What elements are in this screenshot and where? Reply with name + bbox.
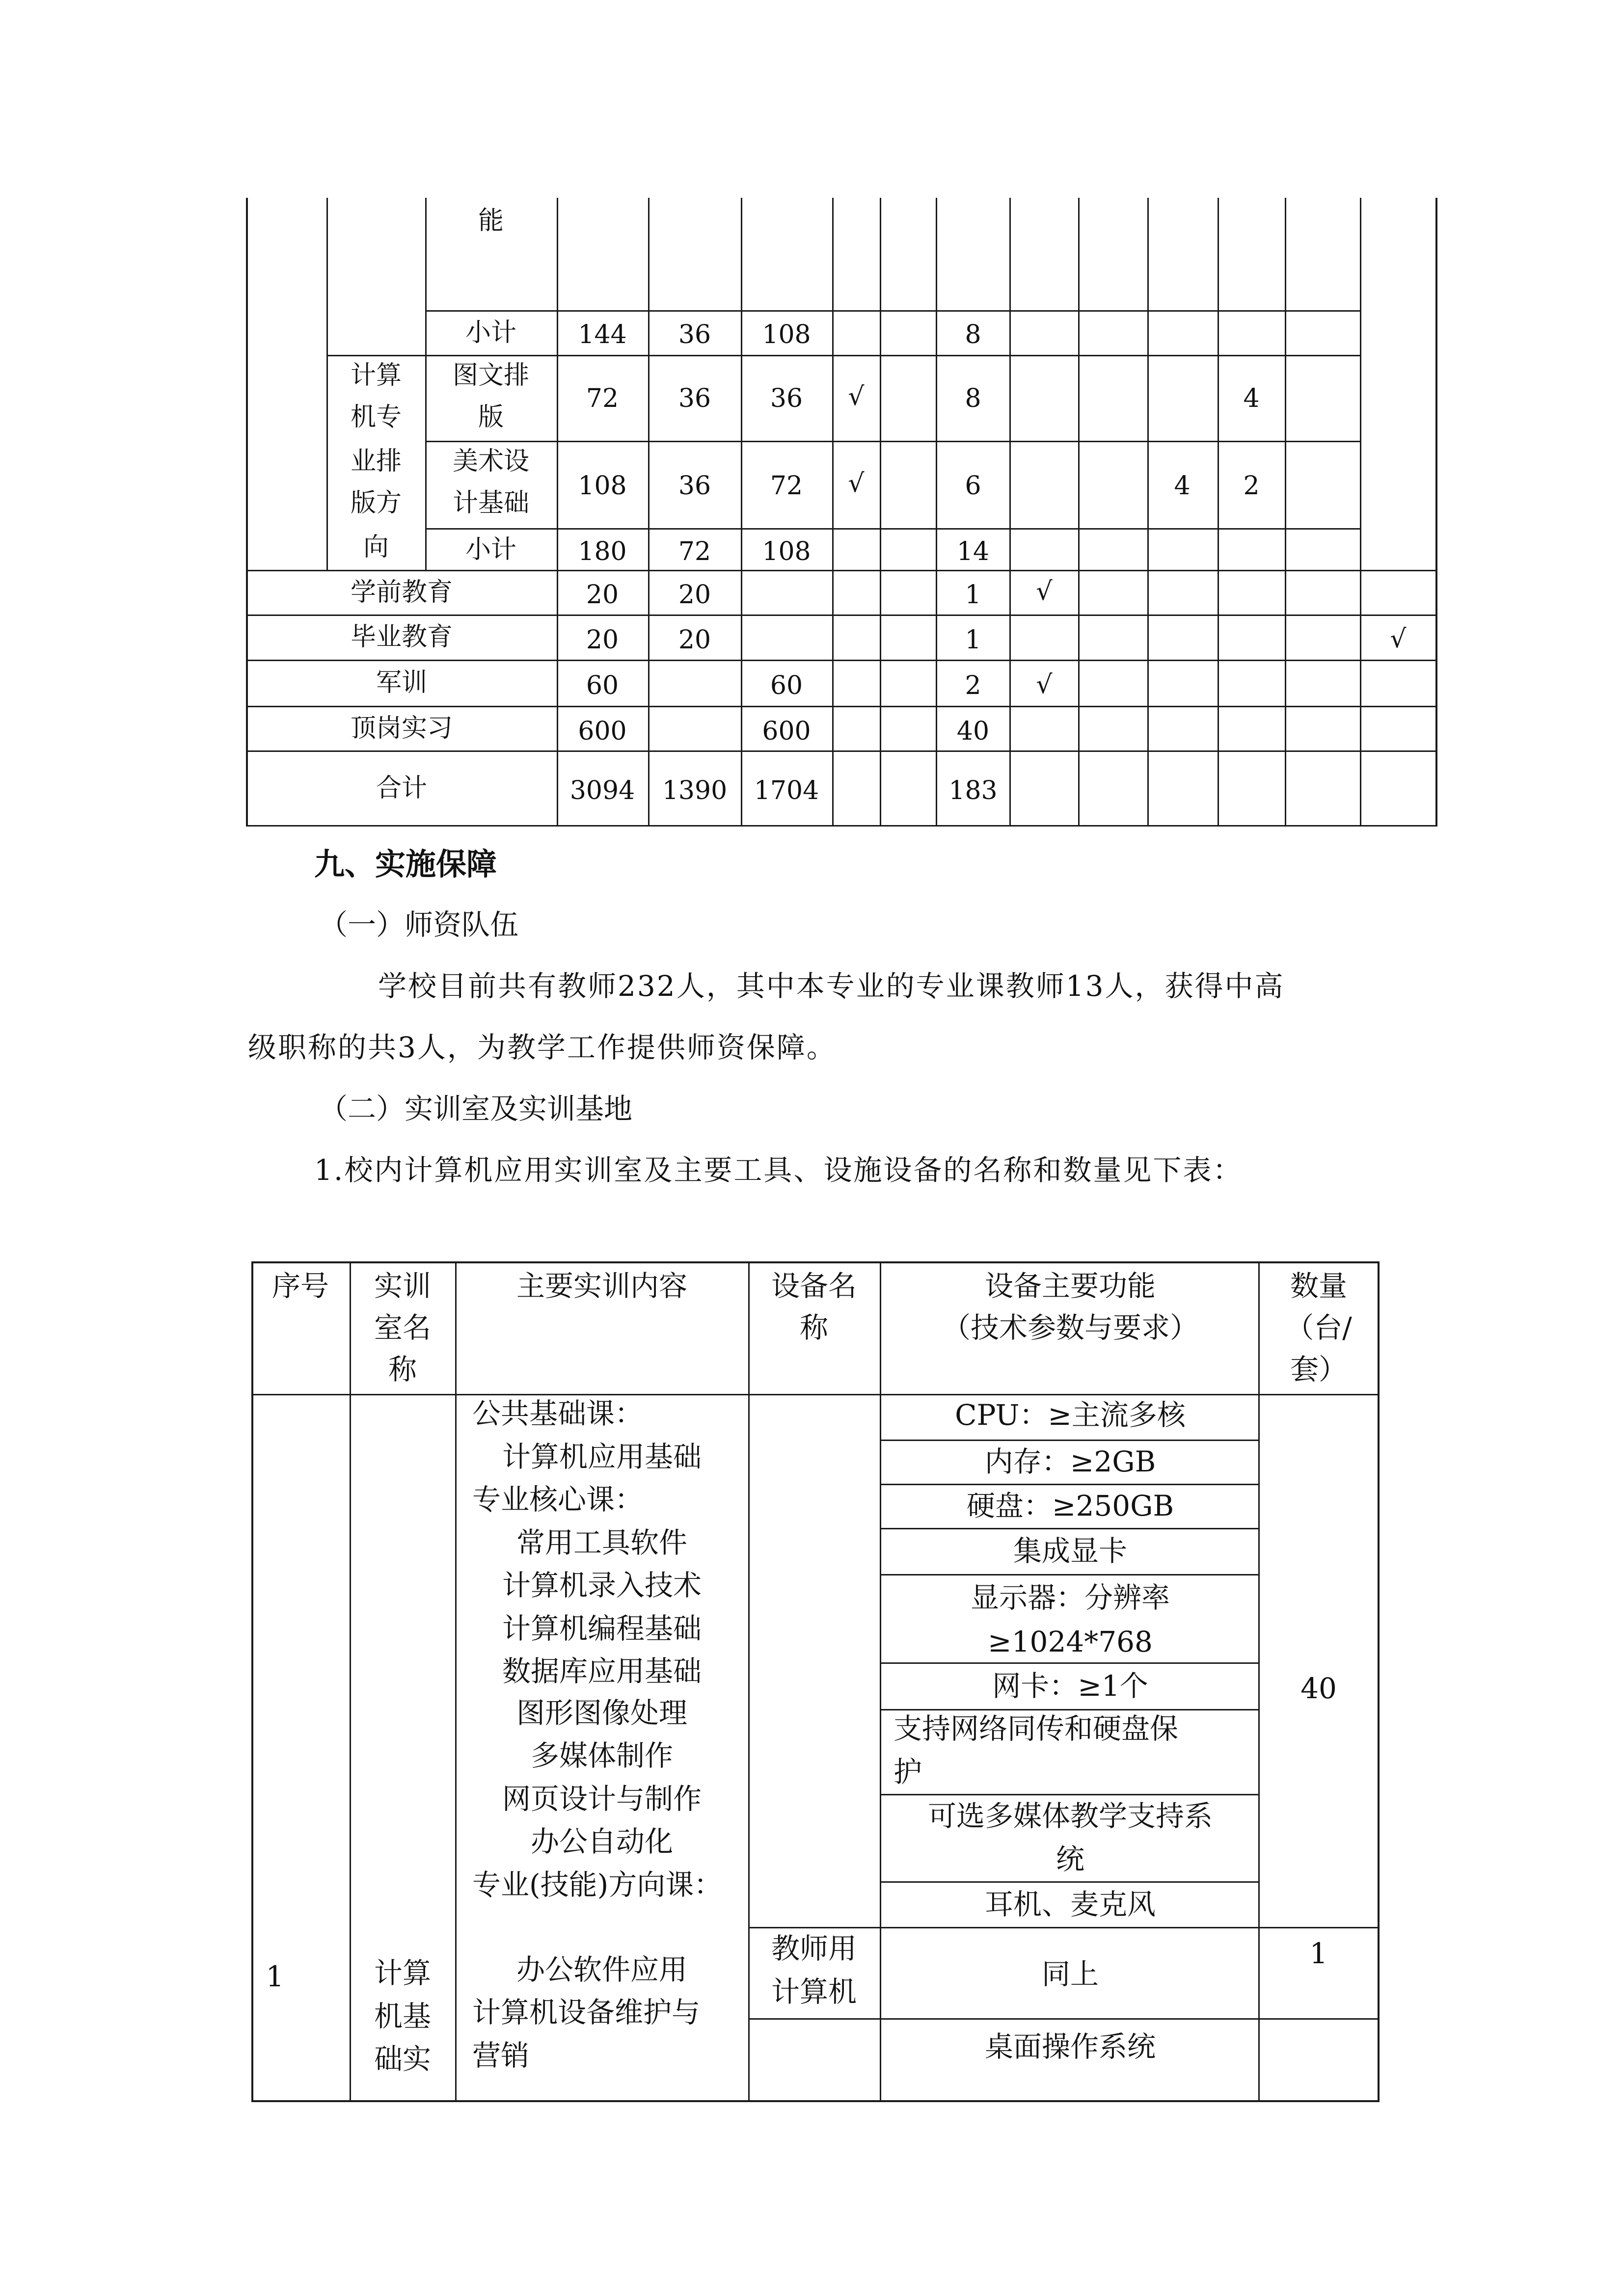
theory-hours: 20 <box>678 580 711 610</box>
content-line: 营销 <box>472 2039 530 2072</box>
credits: 1 <box>965 580 981 610</box>
teacher-qty: 1 <box>1309 1937 1328 1970</box>
theory-hours: 36 <box>678 471 711 501</box>
seq-value: 1 <box>266 1960 284 1993</box>
practice-hours: 72 <box>770 471 803 501</box>
header-room: 实训 <box>374 1269 432 1303</box>
spec-disk: 硬盘：≥250GB <box>966 1489 1174 1522</box>
content-line: 数据库应用基础 <box>502 1655 702 1688</box>
content-line: 计算机录入技术 <box>502 1569 702 1602</box>
course-name: 美术设 <box>452 447 530 476</box>
content-line: 图形图像处理 <box>516 1696 688 1730</box>
theory-hours: 36 <box>678 384 711 413</box>
total-hours: 3094 <box>569 776 635 805</box>
content-line: 网页设计与制作 <box>502 1782 702 1815</box>
subsection-heading: （二）实训室及实训基地 <box>319 1092 633 1125</box>
content-line: 专业核心课： <box>472 1483 644 1516</box>
practice-hours: 600 <box>762 717 811 746</box>
spec-network-sync: 支持网络同传和硬盘保 <box>893 1712 1179 1745</box>
credits: 8 <box>965 320 981 349</box>
paragraph: 学校目前共有教师232人，其中本专业的专业课教师13人，获得中高 <box>378 969 1285 1003</box>
course-name: 计基础 <box>452 488 530 518</box>
credits: 8 <box>965 384 981 413</box>
direction-label: 向 <box>363 533 389 562</box>
header-function: 设备主要功能 <box>984 1269 1156 1303</box>
theory-hours: 72 <box>678 537 711 566</box>
section-heading: 九、实施保障 <box>314 846 497 882</box>
credits: 2 <box>965 671 981 700</box>
item-name: 学前教育 <box>350 578 453 607</box>
header-qty: （台/ <box>1285 1311 1352 1344</box>
semester-hours: 2 <box>1243 471 1260 501</box>
item-name: 顶岗实习 <box>350 714 453 743</box>
credits: 6 <box>965 471 981 501</box>
spec-display: ≥1024*768 <box>988 1625 1153 1658</box>
item-name: 军训 <box>376 668 428 697</box>
spec-gpu: 集成显卡 <box>1013 1534 1128 1568</box>
theory-hours: 20 <box>678 625 711 655</box>
check-mark: √ <box>1036 577 1053 606</box>
check-mark: √ <box>1036 670 1053 699</box>
spec-display: 显示器：分辨率 <box>970 1581 1170 1614</box>
credits: 183 <box>948 776 998 805</box>
spec-multimedia: 可选多媒体教学支持系 <box>927 1799 1213 1833</box>
item-name: 毕业教育 <box>350 622 453 652</box>
teacher-function: 同上 <box>1041 1957 1099 1991</box>
practice-hours: 108 <box>762 320 811 349</box>
teacher-device: 计算机 <box>771 1975 857 2008</box>
total-hours: 20 <box>586 580 619 610</box>
qty-student: 40 <box>1300 1672 1337 1705</box>
content-line: 多媒体制作 <box>530 1739 674 1772</box>
subtotal-label: 小计 <box>465 535 517 564</box>
header-qty: 套） <box>1290 1353 1348 1386</box>
subtotal-label: 小计 <box>465 318 517 347</box>
course-name: 能 <box>478 206 504 236</box>
total-hours: 72 <box>586 384 619 413</box>
spec-memory: 内存：≥2GB <box>984 1445 1156 1478</box>
credits: 1 <box>965 625 981 655</box>
theory-hours: 1390 <box>662 776 728 805</box>
theory-hours: 36 <box>678 320 711 349</box>
practice-hours: 1704 <box>754 776 819 805</box>
credits: 40 <box>956 717 990 746</box>
direction-label: 业排 <box>350 447 402 476</box>
content-line: 计算机编程基础 <box>502 1612 702 1645</box>
header-content: 主要实训内容 <box>516 1269 688 1303</box>
semester-hours: 4 <box>1243 384 1260 413</box>
practice-hours: 108 <box>762 537 811 566</box>
room-name: 础实 <box>374 2042 432 2076</box>
direction-label: 版方 <box>350 488 402 518</box>
practice-hours: 60 <box>770 671 803 700</box>
total-hours: 144 <box>578 320 627 349</box>
check-mark: √ <box>848 382 865 411</box>
total-hours: 600 <box>578 717 627 746</box>
content-line: 常用工具软件 <box>516 1526 688 1559</box>
header-seq: 序号 <box>271 1269 329 1303</box>
total-hours: 108 <box>578 471 627 501</box>
header-device: 称 <box>799 1311 829 1344</box>
credits: 14 <box>956 537 990 566</box>
teacher-device: 教师用 <box>771 1932 857 1965</box>
direction-label: 计算 <box>350 361 402 390</box>
course-name: 版 <box>478 402 504 432</box>
header-device: 设备名 <box>771 1269 857 1303</box>
content-line: 专业(技能)方向课： <box>472 1868 723 1901</box>
total-hours: 60 <box>586 671 619 700</box>
header-function: （技术参数与要求） <box>942 1311 1199 1344</box>
content-line: 办公自动化 <box>530 1825 674 1858</box>
total-hours: 20 <box>586 625 619 655</box>
subsection-heading: （一）师资队伍 <box>319 908 519 941</box>
grand-total-label: 合计 <box>376 774 428 803</box>
spec-headset: 耳机、麦克风 <box>984 1888 1156 1921</box>
room-name: 计算 <box>374 1956 432 1990</box>
total-hours: 180 <box>578 537 627 566</box>
spec-network-sync: 护 <box>893 1755 922 1789</box>
content-line: 办公软件应用 <box>516 1953 688 1986</box>
practice-hours: 36 <box>770 384 803 413</box>
room-name: 机基 <box>374 2000 432 2033</box>
spec-multimedia: 统 <box>1056 1842 1085 1876</box>
semester-hours: 4 <box>1174 471 1191 501</box>
header-room: 室名 <box>374 1311 432 1344</box>
paragraph: 级职称的共3人，为教学工作提供师资保障。 <box>248 1031 837 1064</box>
content-line: 计算机应用基础 <box>502 1440 702 1473</box>
spec-cpu: CPU：≥主流多核 <box>955 1398 1186 1432</box>
check-mark: √ <box>1390 624 1407 654</box>
header-qty: 数量 <box>1290 1269 1348 1303</box>
list-item: 1.校内计算机应用实训室及主要工具、设施设备的名称和数量见下表： <box>314 1153 1243 1187</box>
header-room: 称 <box>388 1353 417 1386</box>
content-line: 计算机设备维护与 <box>472 1996 701 2029</box>
course-name: 图文排 <box>452 361 530 390</box>
check-mark: √ <box>848 469 865 498</box>
spec-nic: 网卡：≥1个 <box>992 1669 1148 1703</box>
direction-label: 机专 <box>350 402 402 432</box>
desktop-os: 桌面操作系统 <box>984 2030 1156 2063</box>
content-line: 公共基础课： <box>472 1397 644 1430</box>
